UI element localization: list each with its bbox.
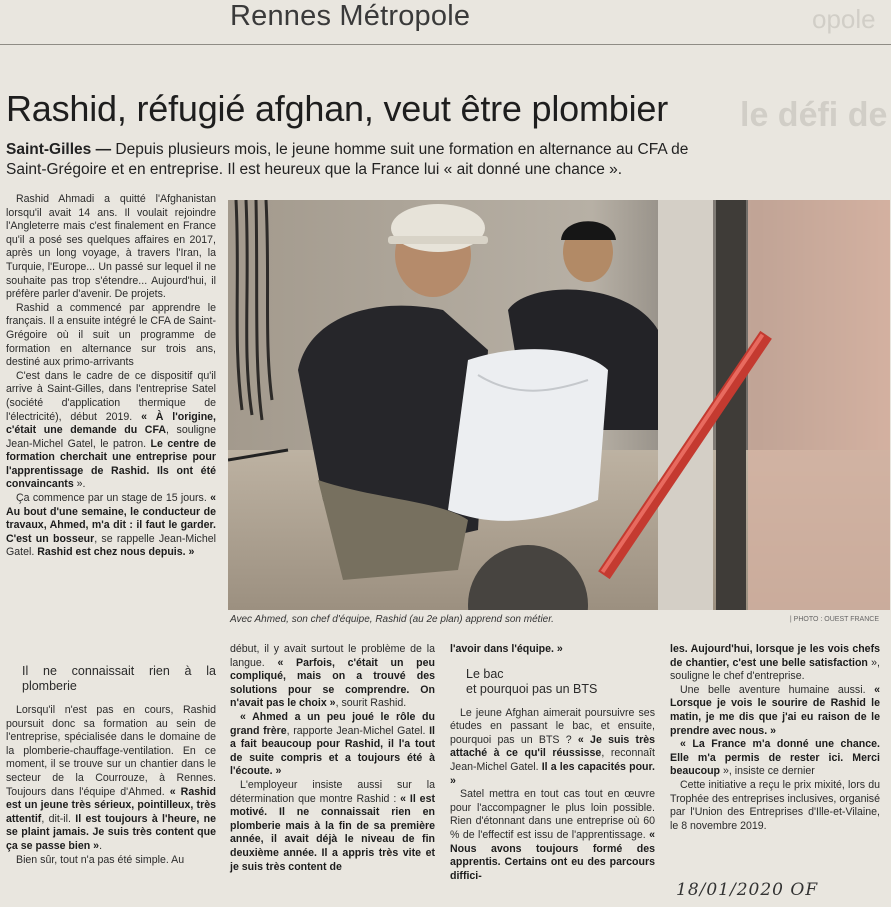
paragraph: [6, 370, 216, 492]
paragraph: [230, 643, 435, 711]
text-run: , se rappelle Jean-Michel Gatel.: [6, 532, 216, 559]
quote-bold: « Il est motivé. Il ne connaissait rien en plomberie mais à la fin de sa première année, il avait déjà le niveau de fin deuxième année. Il a appris très vite et je suis très content de: [230, 792, 435, 873]
quote-bold: « À l'origine, c'était une demande du CFA: [6, 410, 216, 437]
adjacent-page-bleed-top: opole: [812, 4, 876, 34]
paragraph: [450, 788, 655, 883]
text-run: .: [99, 839, 103, 852]
quote-bold: Il est toujours à l'heure, ne se plaint jamais. Je suis très content que ça se passe bien »: [6, 812, 216, 852]
paragraph: [230, 779, 435, 874]
subheading-line: et pourquoi pas un BTS: [466, 681, 598, 696]
quote-bold: « Je suis très attaché à ce qu'il réussisse: [450, 733, 655, 760]
subheading: Il ne connaissait rien à la plomberie: [22, 664, 216, 693]
article-headline: Rashid, réfugié afghan, veut être plombier: [6, 88, 668, 129]
text-run: L'employeur insiste aussi sur la détermination que montre Rashid :: [230, 778, 435, 805]
text-run: ».: [73, 478, 86, 491]
paragraph: [6, 704, 216, 854]
paragraph: [670, 684, 880, 738]
quote-bold: « Parfois, c'était un peu compliqué, mais on a trouvé des solutions pour se comprendre. On n'avait pas le choix »: [230, 656, 435, 710]
handwritten-date-annotation: 18/01/2020 OF: [676, 880, 819, 900]
header-rule: [0, 44, 891, 45]
photo-credit: | PHOTO : OUEST FRANCE: [789, 616, 879, 623]
text-run: Lorsqu'il n'est pas en cours, Rashid poursuit donc sa formation au sein de l'entreprise, spécialisée dans le domaine de la plomberie-chauffage-ventilation. En ce moment, il se trouve sur un chantier dans le secteur de la Courrouze, à Rennes. Toujours dans l'équipe d'Ahmed.: [6, 704, 216, 798]
quote-bold: l'avoir dans l'équipe. »: [450, 643, 563, 655]
text-run: début, il y avait surtout le problème de la langue.: [230, 643, 435, 669]
paragraph: [670, 738, 880, 779]
text-run: », souligne le chef d'entreprise.: [670, 656, 881, 683]
text-run: Une belle aventure humaine aussi.: [680, 683, 866, 696]
quote-bold: « Au bout d'une semaine, le conducteur de travaux, Ahmed, m'a dit : il faut le garder. C'est un bosseur: [6, 492, 216, 545]
photo-illustration: [228, 200, 890, 610]
subheading-line: Le bac: [466, 666, 504, 681]
paragraph: Bien sûr, tout n'a pas été simple. Au: [16, 853, 185, 866]
article-column-3: [450, 643, 655, 883]
text-run: Le jeune Afghan aimerait poursuivre ses études en passant le bac, et ensuite, pourquoi pas un BTS ?: [450, 706, 655, 746]
article-column-2: [230, 643, 435, 874]
dateline: Saint-Gilles —: [6, 141, 112, 158]
adjacent-page-bleed-headline: le défi de: [740, 96, 888, 134]
standfirst-text: Depuis plusieurs mois, le jeune homme suit une formation en alternance au CFA de Saint-Grégoire et en entreprise. Il est heureux que la France lui « ait donné une chance ».: [6, 141, 689, 178]
text-run: , souligne Jean-Michel Gatel, le patron.: [6, 424, 216, 450]
text-run: , rapporte Jean-Michel Gatel.: [286, 724, 426, 737]
article-standfirst: [6, 140, 731, 180]
quote-bold: « Lorsque je vois le sourire de Rashid le matin, je me dis que j'ai eu raison de le prendre avec nous. »: [670, 683, 880, 737]
text-run: , reconnaît Jean-Michel Gatel.: [450, 747, 656, 773]
caption-text: Avec Ahmed, son chef d'équipe, Rashid (au 2e plan) apprend son métier.: [230, 614, 554, 625]
quote-bold: « La France m'a donné une chance. Elle m'a permis de rester ici. Merci beaucoup: [670, 738, 880, 778]
article-column-1: [6, 193, 216, 560]
paragraph: [230, 711, 435, 779]
paragraph: Rashid Ahmadi a quitté l'Afghanistan lorsqu'il avait 14 ans. Il voulait rejoindre l'Angleterre mais c'est finalement en France qu'il a posé ses quelques affaires en 2017, après un long voyage, à travers l'Iran, la Turquie, l'Europe... Un passé sur lequel il ne souhaite pas trop s'étendre... Aujourd'hui, il préfère parler d'avenir. De projets.: [6, 193, 216, 301]
paragraph: [450, 643, 655, 657]
quote-bold: Il a les capacités pour. »: [450, 760, 655, 787]
text-run: C'est dans le cadre de ce dispositif qu'il arrive à Saint-Gilles, dans l'entreprise Satel (société d'application thermique de l'électricité), début 2019.: [6, 369, 216, 423]
text-run: , sourit Rashid.: [335, 697, 407, 710]
text-run: , dit-il.: [41, 812, 71, 825]
text-run: Satel mettra en tout cas tout en œuvre pour l'accompagner le plus loin possible. Rien d'étonnant dans une entreprise où 60 % de l'effectif est issu de l'apprentissage.: [450, 788, 655, 841]
paragraph: Rashid a commencé par apprendre le français. Il a ensuite intégré le CFA de Saint-Grégoire où il suit un programme de formation en alternance sur trois ans, destiné aux primo-arrivants: [6, 301, 216, 369]
paragraph: [670, 643, 880, 684]
section-title: Rennes Métropole: [230, 0, 471, 32]
paragraph: Cette initiative a reçu le prix mixité, lors du Trophée des entreprises inclusives, organisé par l'Union des Entreprises d'Ille-et-Vilaine, le 8 novembre 2019.: [670, 778, 880, 832]
text-run: », insiste ce dernier: [720, 765, 815, 778]
text-run: Ça commence par un stage de 15 jours.: [16, 492, 207, 505]
quote-bold: « Ahmed a un peu joué le rôle du grand frère: [230, 710, 435, 737]
quote-bold: les. Aujourd'hui, lorsque je les vois chefs de chantier, c'est une belle satisfaction: [670, 643, 880, 669]
quote-bold: Rashid est chez nous depuis. »: [37, 546, 195, 559]
quote-bold: « Rashid est un jeune très sérieux, pointilleux, très attentif: [6, 785, 216, 825]
quote-bold: Le centre de formation cherchait une entreprise pour l'apprentissage de Rashid. Ils ont été convaincants: [6, 437, 216, 491]
article-column-1-lower: [6, 664, 216, 867]
quote-bold: Il a fait beaucoup pour Rashid, il l'a tout de suite compris et a toujours été à l'écoute. »: [230, 724, 435, 778]
article-photo: [228, 200, 890, 610]
subheading: [466, 667, 655, 697]
article-column-4: [670, 643, 880, 833]
paragraph: [6, 492, 216, 560]
paragraph: [450, 707, 655, 789]
quote-bold: « Nous avons toujours formé des apprentis. Certains ont eu des parcours diffici-: [450, 828, 655, 882]
